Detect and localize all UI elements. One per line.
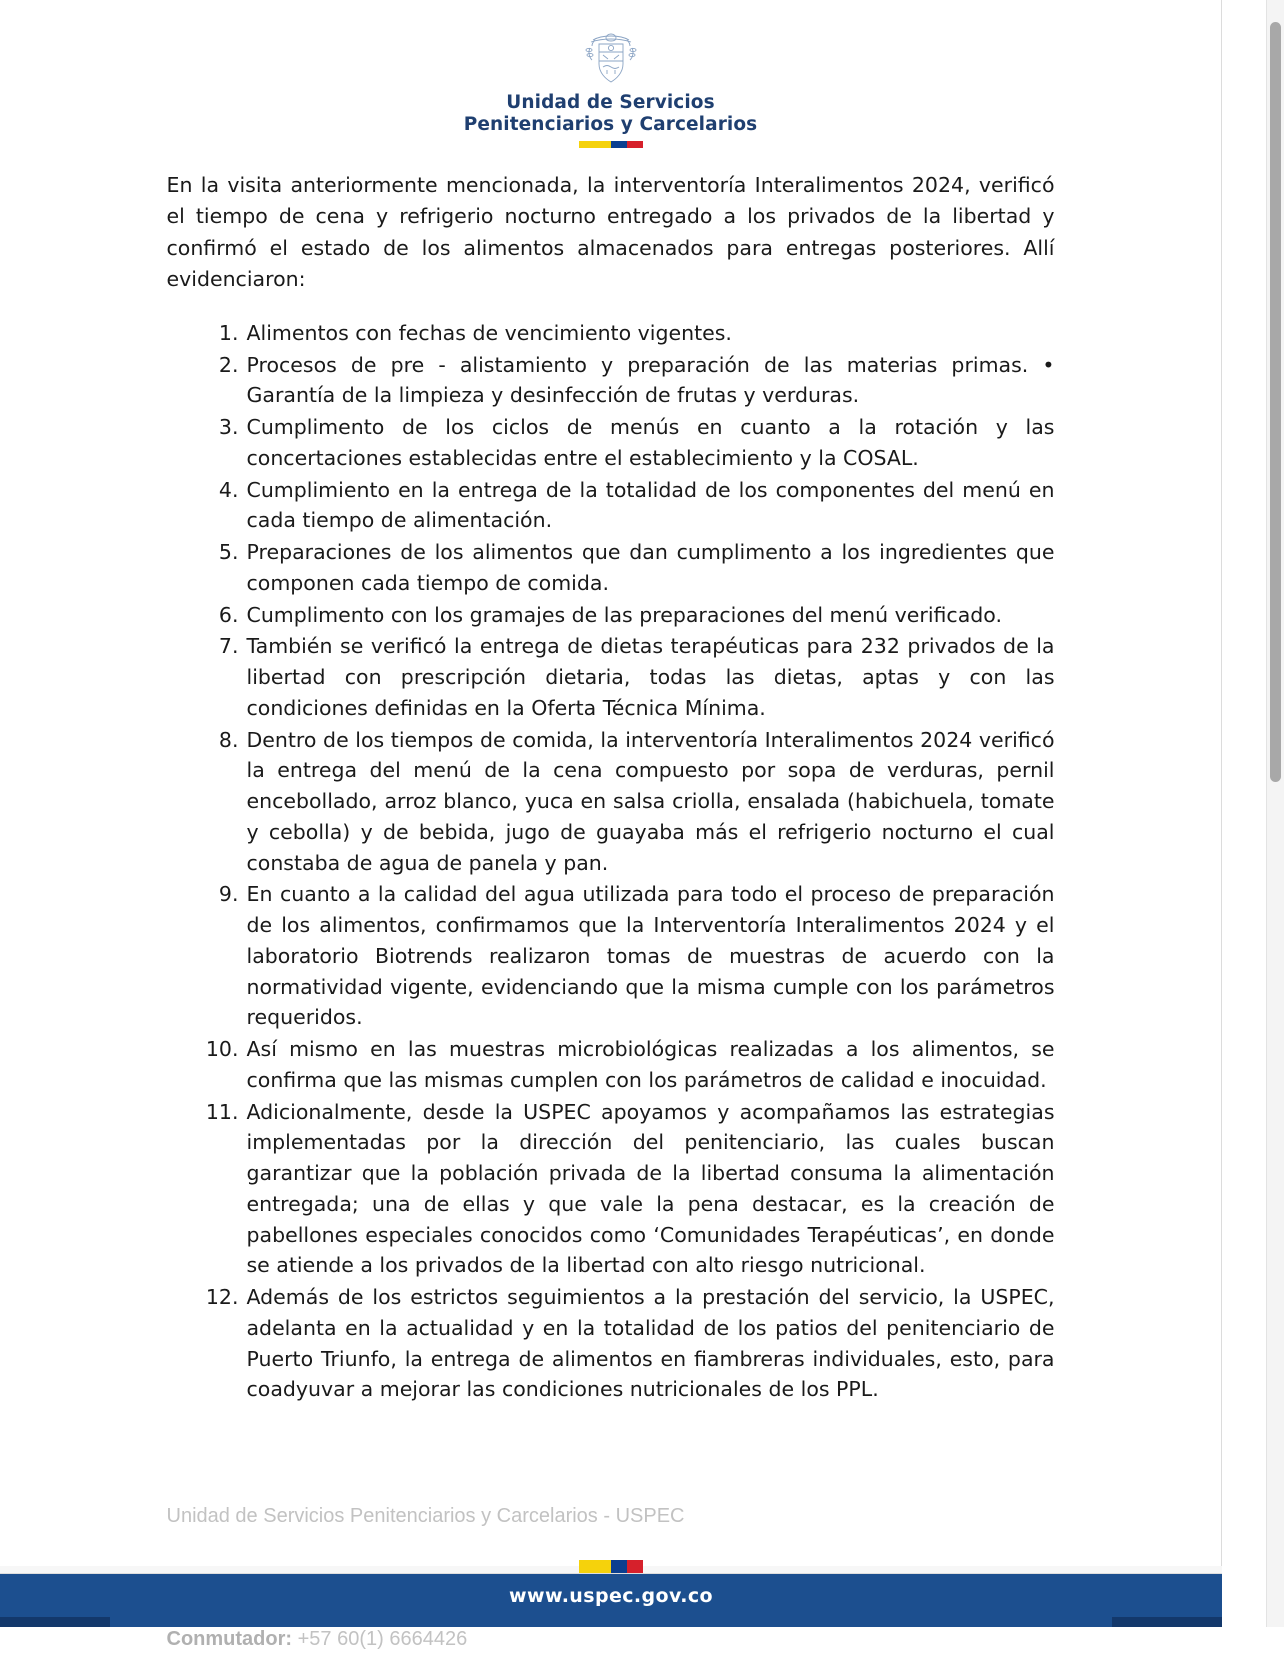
list-item: Dentro de los tiempos de comida, la interventoría Interalimentos 2024 verificó la entrega del menú de la cena compuesto por sopa de verduras, pernil encebollado, arroz blanco, yuca en salsa criolla, ensalada (habichuela, tomate y cebolla) y de bebida, jugo de guayaba más el refrigerio nocturno el cual constaba de agua de panela y pan. xyxy=(246,727,1055,875)
footer-phone-label: Conmutador: xyxy=(166,1628,293,1651)
banner-url-bar xyxy=(0,1574,1222,1617)
list-item: Adicionalmente, desde la USPEC apoyamos y acompañamos las estrategias implementadas por la dirección del penitenciario, las cuales buscan garantizar que la población privada de la libertad consuma la alimentación entregada; una de ellas y que vale la pena destacar, es la creación de pabellones especiales conocidos como ‘Comunidades Terapéuticas’, en donde se atiende a los privados de la libertad con alto riesgo nutricional. xyxy=(246,1099,1055,1278)
list-item: Cumplimento con los gramajes de las preparaciones del menú verificado. xyxy=(246,602,1002,627)
colombia-coat-of-arms-icon xyxy=(581,28,641,90)
organization-name-line2: Penitenciarios y Carcelarios xyxy=(463,113,758,135)
intro-paragraph: En la visita anteriormente mencionada, la interventoría Interalimentos 2024, verificó el tiempo de cena y refrigerio nocturno entregado a los privados de la libertad y confirmó el estado de los alimentos almacenados para entregas posteriores. Allí evidenciaron: xyxy=(166,172,1055,292)
footer-banner xyxy=(0,1560,1222,1627)
vertical-scrollbar-thumb[interactable] xyxy=(1270,22,1281,782)
list-item: Procesos de pre - alistamiento y preparación de las materias primas. • Garantía de la limpieza y desinfección de frutas y verduras. xyxy=(246,352,1055,408)
footer-phone-value: +57 60(1) 6664426 xyxy=(297,1628,468,1651)
document-body xyxy=(167,148,1055,1406)
footer-phone-line xyxy=(167,1624,1055,1654)
organization-name xyxy=(464,92,758,136)
list-item: Cumplimento de los ciclos de menús en cuanto a la rotación y las concertaciones establecidas entre el establecimiento y la COSAL. xyxy=(246,415,1055,470)
numbered-list xyxy=(167,318,1055,1405)
website-url[interactable]: www.uspec.gov.co xyxy=(509,1584,713,1607)
list-item: Cumplimiento en la entrega de la totalidad de los componentes del menú en cada tiempo de alimentación. xyxy=(246,477,1055,533)
colombia-flag-icon xyxy=(579,141,643,148)
list-item: Alimentos con fechas de vencimiento vigentes. xyxy=(246,320,732,345)
banner-bottom-strip xyxy=(0,1617,1222,1627)
colombia-flag-banner-icon xyxy=(579,1560,643,1573)
organization-name-line1: Unidad de Servicios xyxy=(506,92,715,113)
vertical-scrollbar-track[interactable] xyxy=(1266,0,1284,1627)
list-item: Preparaciones de los alimentos que dan cumplimento a los ingredientes que componen cada tiempo de comida. xyxy=(246,540,1055,595)
list-item: En cuanto a la calidad del agua utilizada para todo el proceso de preparación de los alimentos, confirmamos que la Interventoría Interalimentos 2024 y el laboratorio Biotrends realizaron tomas de muestras de acuerdo con la normatividad vigente, evidenciando que la misma cumple con los parámetros requeridos. xyxy=(246,882,1055,1030)
list-item: Así mismo en las muestras microbiológicas realizadas a los alimentos, se confirma que las mismas cumplen con los parámetros de calidad e inocuidad. xyxy=(246,1037,1055,1092)
list-item: Además de los estrictos seguimientos a la prestación del servicio, la USPEC, adelanta en la actualidad y en la totalidad de los patios del penitenciario de Puerto Triunfo, la entrega de alimentos en fiambreras individuales, esto, para coadyuvar a mejorar las condiciones nutricionales de los PPL. xyxy=(246,1285,1055,1402)
footer-organization: Unidad de Servicios Penitenciarios y Carcelarios - USPEC xyxy=(166,1505,685,1528)
list-item: También se verificó la entrega de dietas terapéuticas para 232 privados de la libertad con prescripción dietaria, todas las dietas, aptas y con las condiciones definidas en la Oferta Técnica Mínima. xyxy=(246,634,1055,720)
document-header xyxy=(0,0,1221,148)
